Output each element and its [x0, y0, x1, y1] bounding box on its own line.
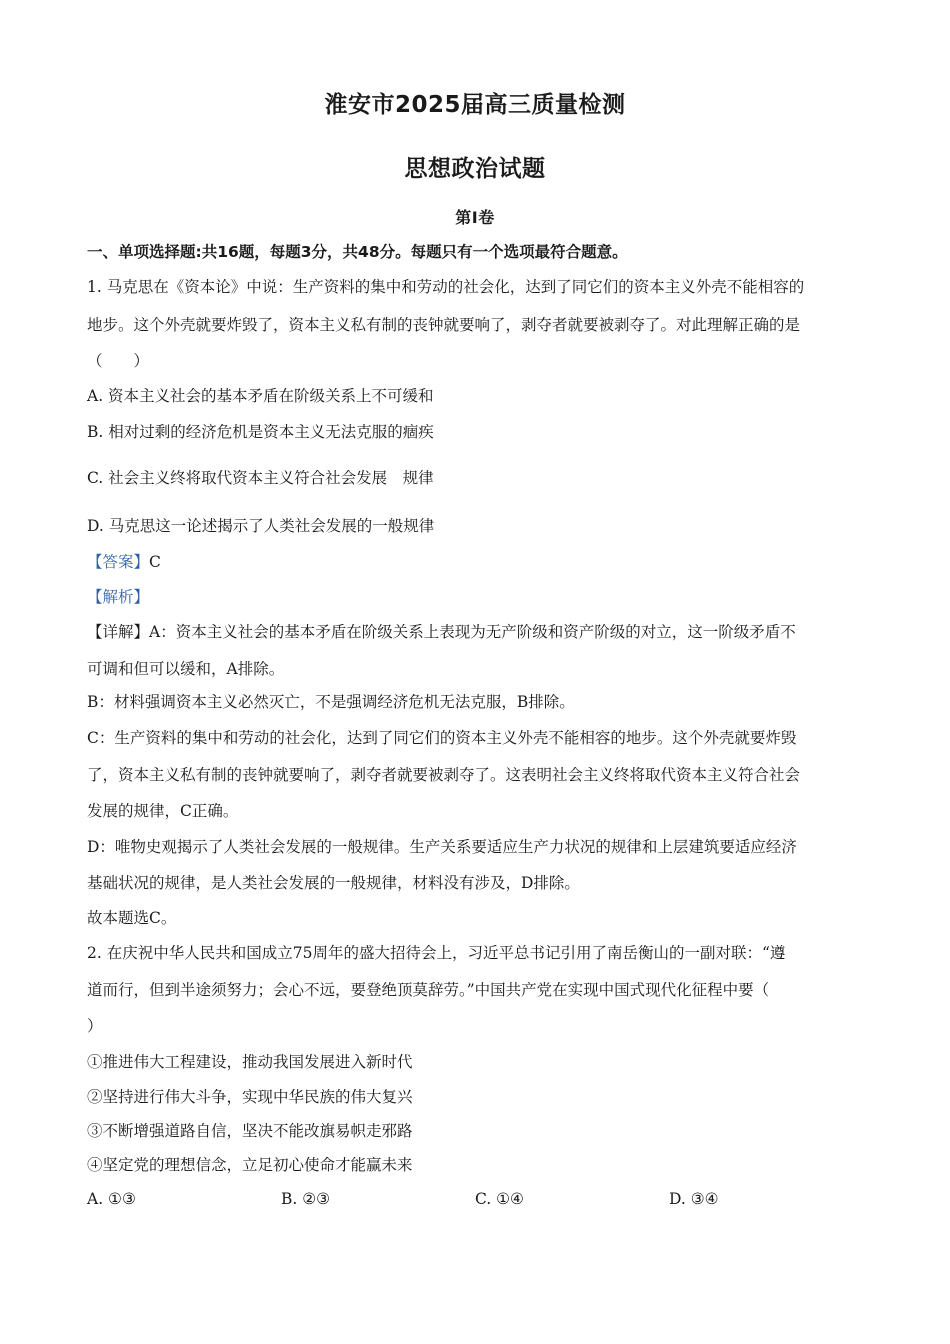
- exam-subtitle: 思想政治试题: [404, 156, 546, 182]
- q2-statement-1: ①推进伟大工程建设，推动我国发展进入新时代: [87, 1053, 413, 1071]
- q2-option-d: D. ③④: [669, 1190, 719, 1208]
- q1-detail-line: C：生产资料的集中和劳动的社会化，达到了同它们的资本主义外壳不能相容的地步。这个外壳就要炸毁: [87, 729, 797, 747]
- q2-stem-line: 道而行，但到半途须努力；会心不远，要登绝顶莫辞劳。”中国共产党在实现中国式现代化征程中要（: [87, 981, 770, 999]
- q1-stem-line: 1. 马克思在《资本论》中说：生产资料的集中和劳动的社会化，达到了同它们的资本主义外壳不能相容的: [87, 278, 805, 296]
- q2-statement-2: ②坚持进行伟大斗争，实现中华民族的伟大复兴: [87, 1088, 413, 1106]
- q1-detail-line: 基础状况的规律，是人类社会发展的一般规律，材料没有涉及，D排除。: [87, 874, 580, 892]
- q2-option-c: C. ①④: [475, 1190, 524, 1208]
- q1-detail-line: D：唯物史观揭示了人类社会发展的一般规律。生产关系要适应生产力状况的规律和上层建筑要适应经济: [87, 838, 797, 856]
- q1-answer: [87, 552, 867, 572]
- q1-detail-line: 【详解】A：资本主义社会的基本矛盾在阶级关系上表现为无产阶级和资产阶级的对立，这一阶级矛盾不: [87, 623, 796, 641]
- q1-detail-line: 发展的规律，C正确。: [87, 802, 239, 820]
- q1-detail-line: 了，资本主义私有制的丧钟就要响了，剥夺者就要被剥夺了。这表明社会主义终将取代资本主义符合社会: [87, 766, 801, 784]
- answer-tag: 【答案】: [87, 553, 150, 571]
- q2-statement-4: ④坚定党的理想信念，立足初心使命才能赢未来: [87, 1156, 413, 1174]
- q2-option-a: A. ①③: [87, 1190, 136, 1208]
- analysis-tag: 【解析】: [87, 588, 150, 606]
- answer-value: C: [149, 553, 161, 571]
- volume-label: 第Ⅰ卷: [455, 208, 495, 227]
- exam-title: 淮安市2025届高三质量检测: [324, 92, 626, 118]
- q1-detail-line: B：材料强调资本主义必然灭亡，不是强调经济危机无法克服，B排除。: [87, 693, 575, 711]
- q1-option-a: A. 资本主义社会的基本矛盾在阶级关系上不可缓和: [87, 387, 434, 405]
- q1-option-c: C. 社会主义终将取代资本主义符合社会发展 规律: [87, 469, 434, 487]
- q1-option-b: B. 相对过剩的经济危机是资本主义无法克服的痼疾: [87, 423, 434, 441]
- q2-stem-line: 2. 在庆祝中华人民共和国成立75周年的盛大招待会上，习近平总书记引用了南岳衡山的一副对联：“遵: [87, 944, 786, 962]
- q2-option-b: B. ②③: [281, 1190, 331, 1208]
- q1-option-d: D. 马克思这一论述揭示了人类社会发展的一般规律: [87, 517, 435, 535]
- q2-stem-line: ）: [87, 1017, 103, 1035]
- q1-detail-line: 故本题选C。: [87, 909, 177, 927]
- section-heading: 一、单项选择题:共16题，每题3分，共48分。每题只有一个选项最符合题意。: [87, 243, 628, 261]
- q2-statement-3: ③不断增强道路自信，坚决不能改旗易帜走邪路: [87, 1122, 413, 1140]
- q1-stem-line: （ ）: [87, 352, 150, 370]
- q1-detail-line: 可调和但可以缓和，A排除。: [87, 660, 285, 678]
- q1-stem-line: 地步。这个外壳就要炸毁了，资本主义私有制的丧钟就要响了，剥夺者就要被剥夺了。对此理解正确的是: [87, 316, 801, 334]
